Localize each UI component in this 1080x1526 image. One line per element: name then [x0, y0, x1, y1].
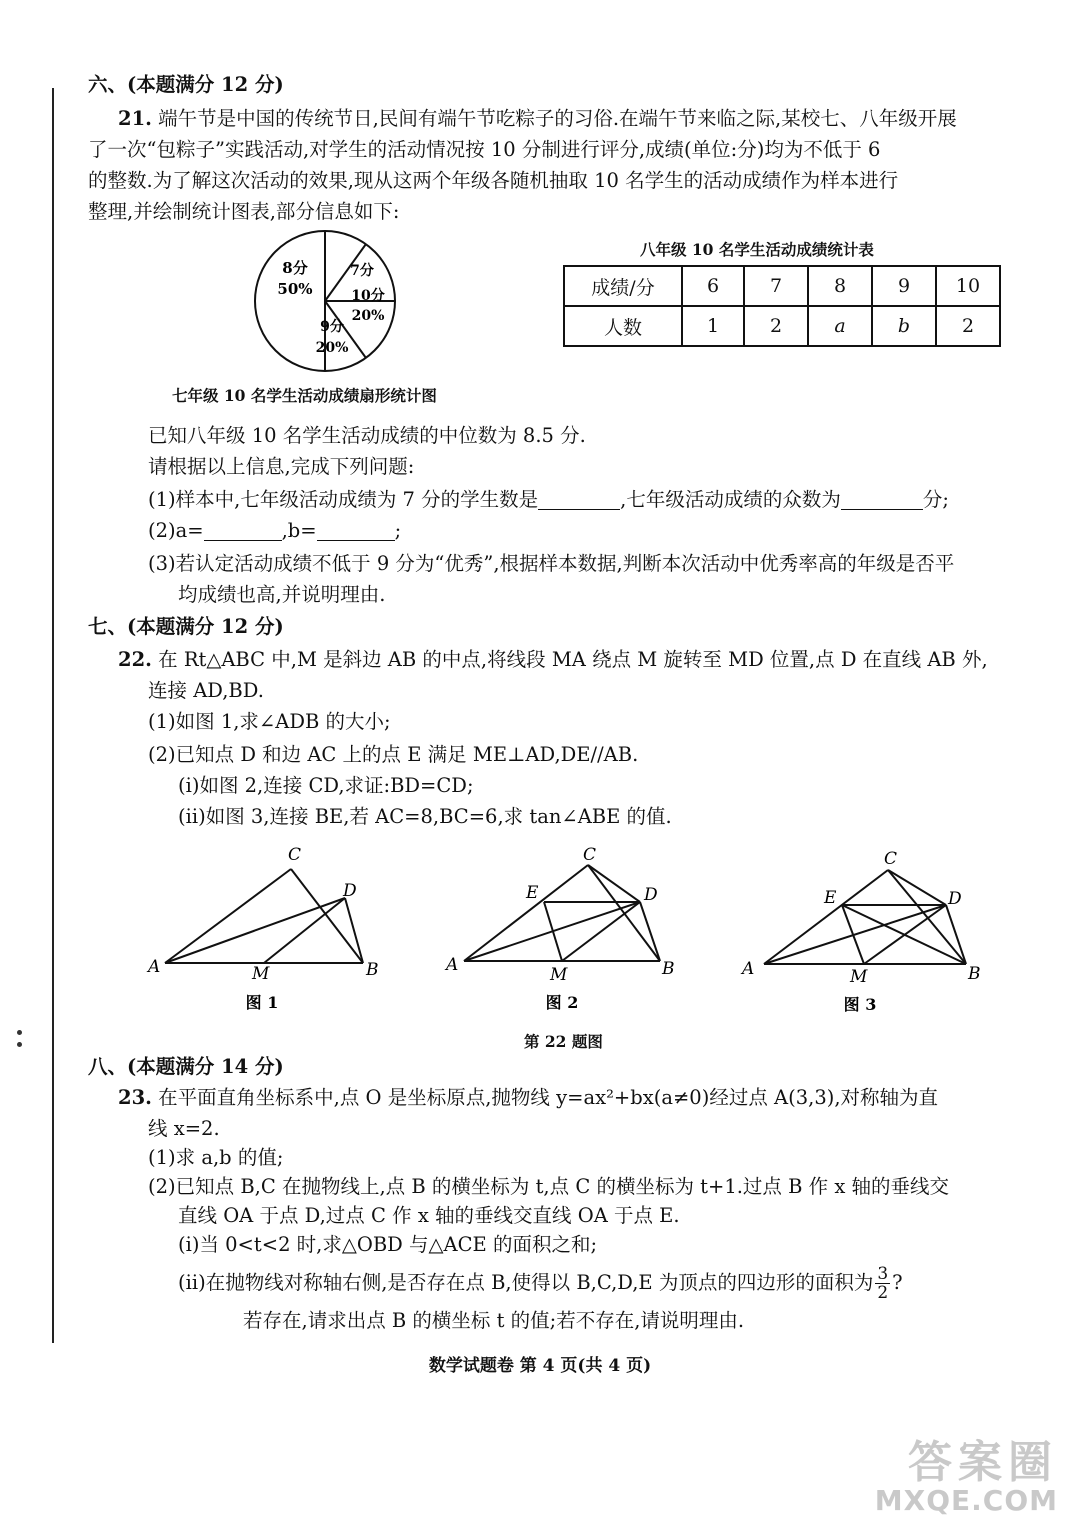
fig1-caption: 图 1 — [245, 993, 279, 1012]
grade8-score-table — [563, 265, 1001, 347]
q23-part2-ii-line2: 若存在,请求出点 B 的横坐标 t 的值;若不存在,请说明理由. — [243, 1309, 745, 1332]
grade7-pie-chart — [240, 228, 420, 378]
section-8-title: 八、(本题满分 14 分) — [88, 1055, 284, 1078]
q23-part1: (1)求 a,b 的值; — [148, 1146, 284, 1169]
fig2-caption: 图 2 — [545, 993, 579, 1012]
q22-part1: (1)如图 1,求∠ADB 的大小; — [148, 710, 391, 733]
q23-line-2: 线 x=2. — [148, 1117, 220, 1140]
q21-prompt: 请根据以上信息,完成下列问题: — [148, 455, 415, 478]
q21-line-3: 的整数.为了解这次活动的效果,现从这两个年级各随机抽取 10 名学生的活动成绩作为样本进行 — [88, 169, 899, 192]
q23-part2-ii — [178, 1265, 903, 1302]
fig3-point-c: C — [884, 849, 898, 869]
q21-part2-text: ,b= — [281, 519, 317, 542]
q21-part1-text: ,七年级活动成绩的众数为 — [620, 488, 841, 511]
answer-blank[interactable] — [204, 520, 282, 541]
fig3-point-b: B — [968, 964, 981, 984]
pie-pct-9: 20% — [315, 340, 349, 356]
table-cell: 人数 — [564, 306, 682, 346]
q21-part3-line1: (3)若认定活动成绩不低于 9 分为“优秀”,根据样本数据,判断本次活动中优秀率高的年级是否平 — [148, 552, 955, 575]
pie-pct-8: 50% — [277, 280, 313, 298]
fraction-three-halves — [875, 1265, 890, 1302]
pie-caption: 七年级 10 名学生活动成绩扇形统计图 — [172, 386, 437, 405]
q21-part2-text: (2)a= — [148, 519, 204, 542]
q23-line-1 — [118, 1083, 938, 1113]
fig2-point-b: B — [662, 959, 675, 979]
table-cell: 2 — [744, 306, 808, 346]
fig2-point-e: E — [526, 883, 539, 903]
fraction-numerator: 3 — [877, 1264, 889, 1284]
fig1-point-b: B — [366, 960, 379, 980]
q22-line-2: 连接 AD,BD. — [148, 679, 264, 702]
q21-number: 21. — [118, 107, 152, 130]
answer-blank[interactable] — [317, 520, 395, 541]
table-header-cell: 10 — [936, 266, 1000, 306]
watermark-logo — [874, 1437, 1058, 1517]
q22-line-1 — [118, 645, 988, 675]
q21-part1 — [148, 485, 949, 515]
q21-part3-line2: 均成绩也高,并说明理由. — [178, 583, 386, 606]
answer-blank[interactable] — [538, 489, 620, 510]
q21-line-4: 整理,并绘制统计图表,部分信息如下: — [88, 200, 400, 223]
watermark-bottom: MXQE.COM — [874, 1484, 1058, 1517]
q21-part1-text: 分; — [922, 488, 949, 511]
q21-line-2: 了一次“包粽子”实践活动,对学生的活动情况按 10 分制进行评分,成绩(单位:分)均为不低于 6 — [88, 138, 881, 161]
q23-part2-i: (ⅰ)当 0<t<2 时,求△OBD 与△ACE 的面积之和; — [178, 1233, 598, 1256]
q21-part1-text: (1)样本中,七年级活动成绩为 7 分的学生数是 — [148, 488, 539, 511]
q21-part2 — [148, 516, 401, 546]
q23-number: 23. — [118, 1086, 152, 1109]
figure-2 — [440, 840, 690, 1020]
table-cell: 1 — [682, 306, 744, 346]
q21-text-1: 端午节是中国的传统节日,民间有端午节吃粽子的习俗.在端午节来临之际,某校七、八年级开展 — [158, 107, 957, 130]
table-cell: 2 — [936, 306, 1000, 346]
q21-part2-text: ; — [394, 519, 402, 542]
fraction-denominator: 2 — [877, 1283, 889, 1303]
fig2-point-c: C — [583, 845, 597, 865]
q23-text-1: 在平面直角坐标系中,点 O 是坐标原点,抛物线 y=ax²+bx(a≠0)经过点 A(3,3),对称轴为直 — [158, 1086, 939, 1109]
margin-dot — [17, 1042, 22, 1047]
section-7-title: 七、(本题满分 12 分) — [88, 615, 284, 638]
fig2-point-d: D — [644, 885, 658, 905]
pie-label-10: 10分 — [351, 288, 385, 304]
answer-blank[interactable] — [841, 489, 923, 510]
q22-part2-i: (ⅰ)如图 2,连接 CD,求证:BD=CD; — [178, 774, 474, 797]
fig2-point-a: A — [446, 955, 459, 975]
q21-known: 已知八年级 10 名学生活动成绩的中位数为 8.5 分. — [148, 424, 586, 447]
q23-part2-ii-mark: ? — [892, 1271, 903, 1294]
binding-margin-line — [52, 88, 54, 1343]
table-header-cell: 9 — [872, 266, 936, 306]
fig3-point-m: M — [850, 967, 868, 987]
pie-pct-10: 20% — [351, 308, 385, 324]
figure-1 — [140, 840, 390, 1020]
fig1-point-c: C — [288, 845, 302, 865]
fig1-point-m: M — [252, 964, 270, 984]
figures-caption: 第 22 题图 — [524, 1032, 603, 1051]
pie-label-7: 7分 — [350, 263, 374, 279]
pie-label-9: 9分 — [320, 319, 344, 335]
q23-part2-line1: (2)已知点 B,C 在抛物线上,点 B 的横坐标为 t,点 C 的横坐标为 t+1.过点 B 作 x 轴的垂线交 — [148, 1175, 950, 1198]
q22-part2: (2)已知点 D 和边 AC 上的点 E 满足 ME⊥AD,DE//AB. — [148, 743, 639, 766]
fig3-point-d: D — [948, 889, 962, 909]
figure-3 — [740, 840, 990, 1020]
fig3-point-e: E — [824, 888, 837, 908]
fig2-point-m: M — [550, 965, 568, 985]
q22-text-1: 在 Rt△ABC 中,M 是斜边 AB 的中点,将线段 MA 绕点 M 旋转至 MD 位置,点 D 在直线 AB 外, — [158, 648, 988, 671]
q23-part2-line2: 直线 OA 于点 D,过点 C 作 x 轴的垂线交直线 OA 于点 E. — [178, 1204, 680, 1227]
table-header-cell: 6 — [682, 266, 744, 306]
margin-dot — [17, 1030, 22, 1035]
q22-number: 22. — [118, 648, 152, 671]
fig1-point-a: A — [148, 957, 161, 977]
table-row — [564, 306, 1000, 346]
table-header-cell: 7 — [744, 266, 808, 306]
fig3-point-a: A — [742, 959, 755, 979]
table-header-cell: 8 — [808, 266, 872, 306]
q23-part2-ii-text: (ⅱ)在抛物线对称轴右侧,是否存在点 B,使得以 B,C,D,E 为顶点的四边形的面积为 — [178, 1271, 874, 1294]
table-row — [564, 266, 1000, 306]
table-caption: 八年级 10 名学生活动成绩统计表 — [640, 240, 874, 259]
table-cell: a — [808, 306, 872, 346]
page-footer: 数学试题卷 第 4 页(共 4 页) — [428, 1356, 652, 1376]
fig1-point-d: D — [343, 881, 357, 901]
section-6-title: 六、(本题满分 12 分) — [88, 73, 284, 96]
watermark-top: 答案圈 — [908, 1437, 1058, 1488]
table-cell: b — [872, 306, 936, 346]
table-header-cell: 成绩/分 — [564, 266, 682, 306]
fig3-caption: 图 3 — [843, 995, 877, 1014]
pie-label-8: 8分 — [282, 259, 308, 277]
q21-line-1 — [118, 104, 957, 134]
q22-part2-ii: (ⅱ)如图 3,连接 BE,若 AC=8,BC=6,求 tan∠ABE 的值. — [178, 805, 672, 828]
